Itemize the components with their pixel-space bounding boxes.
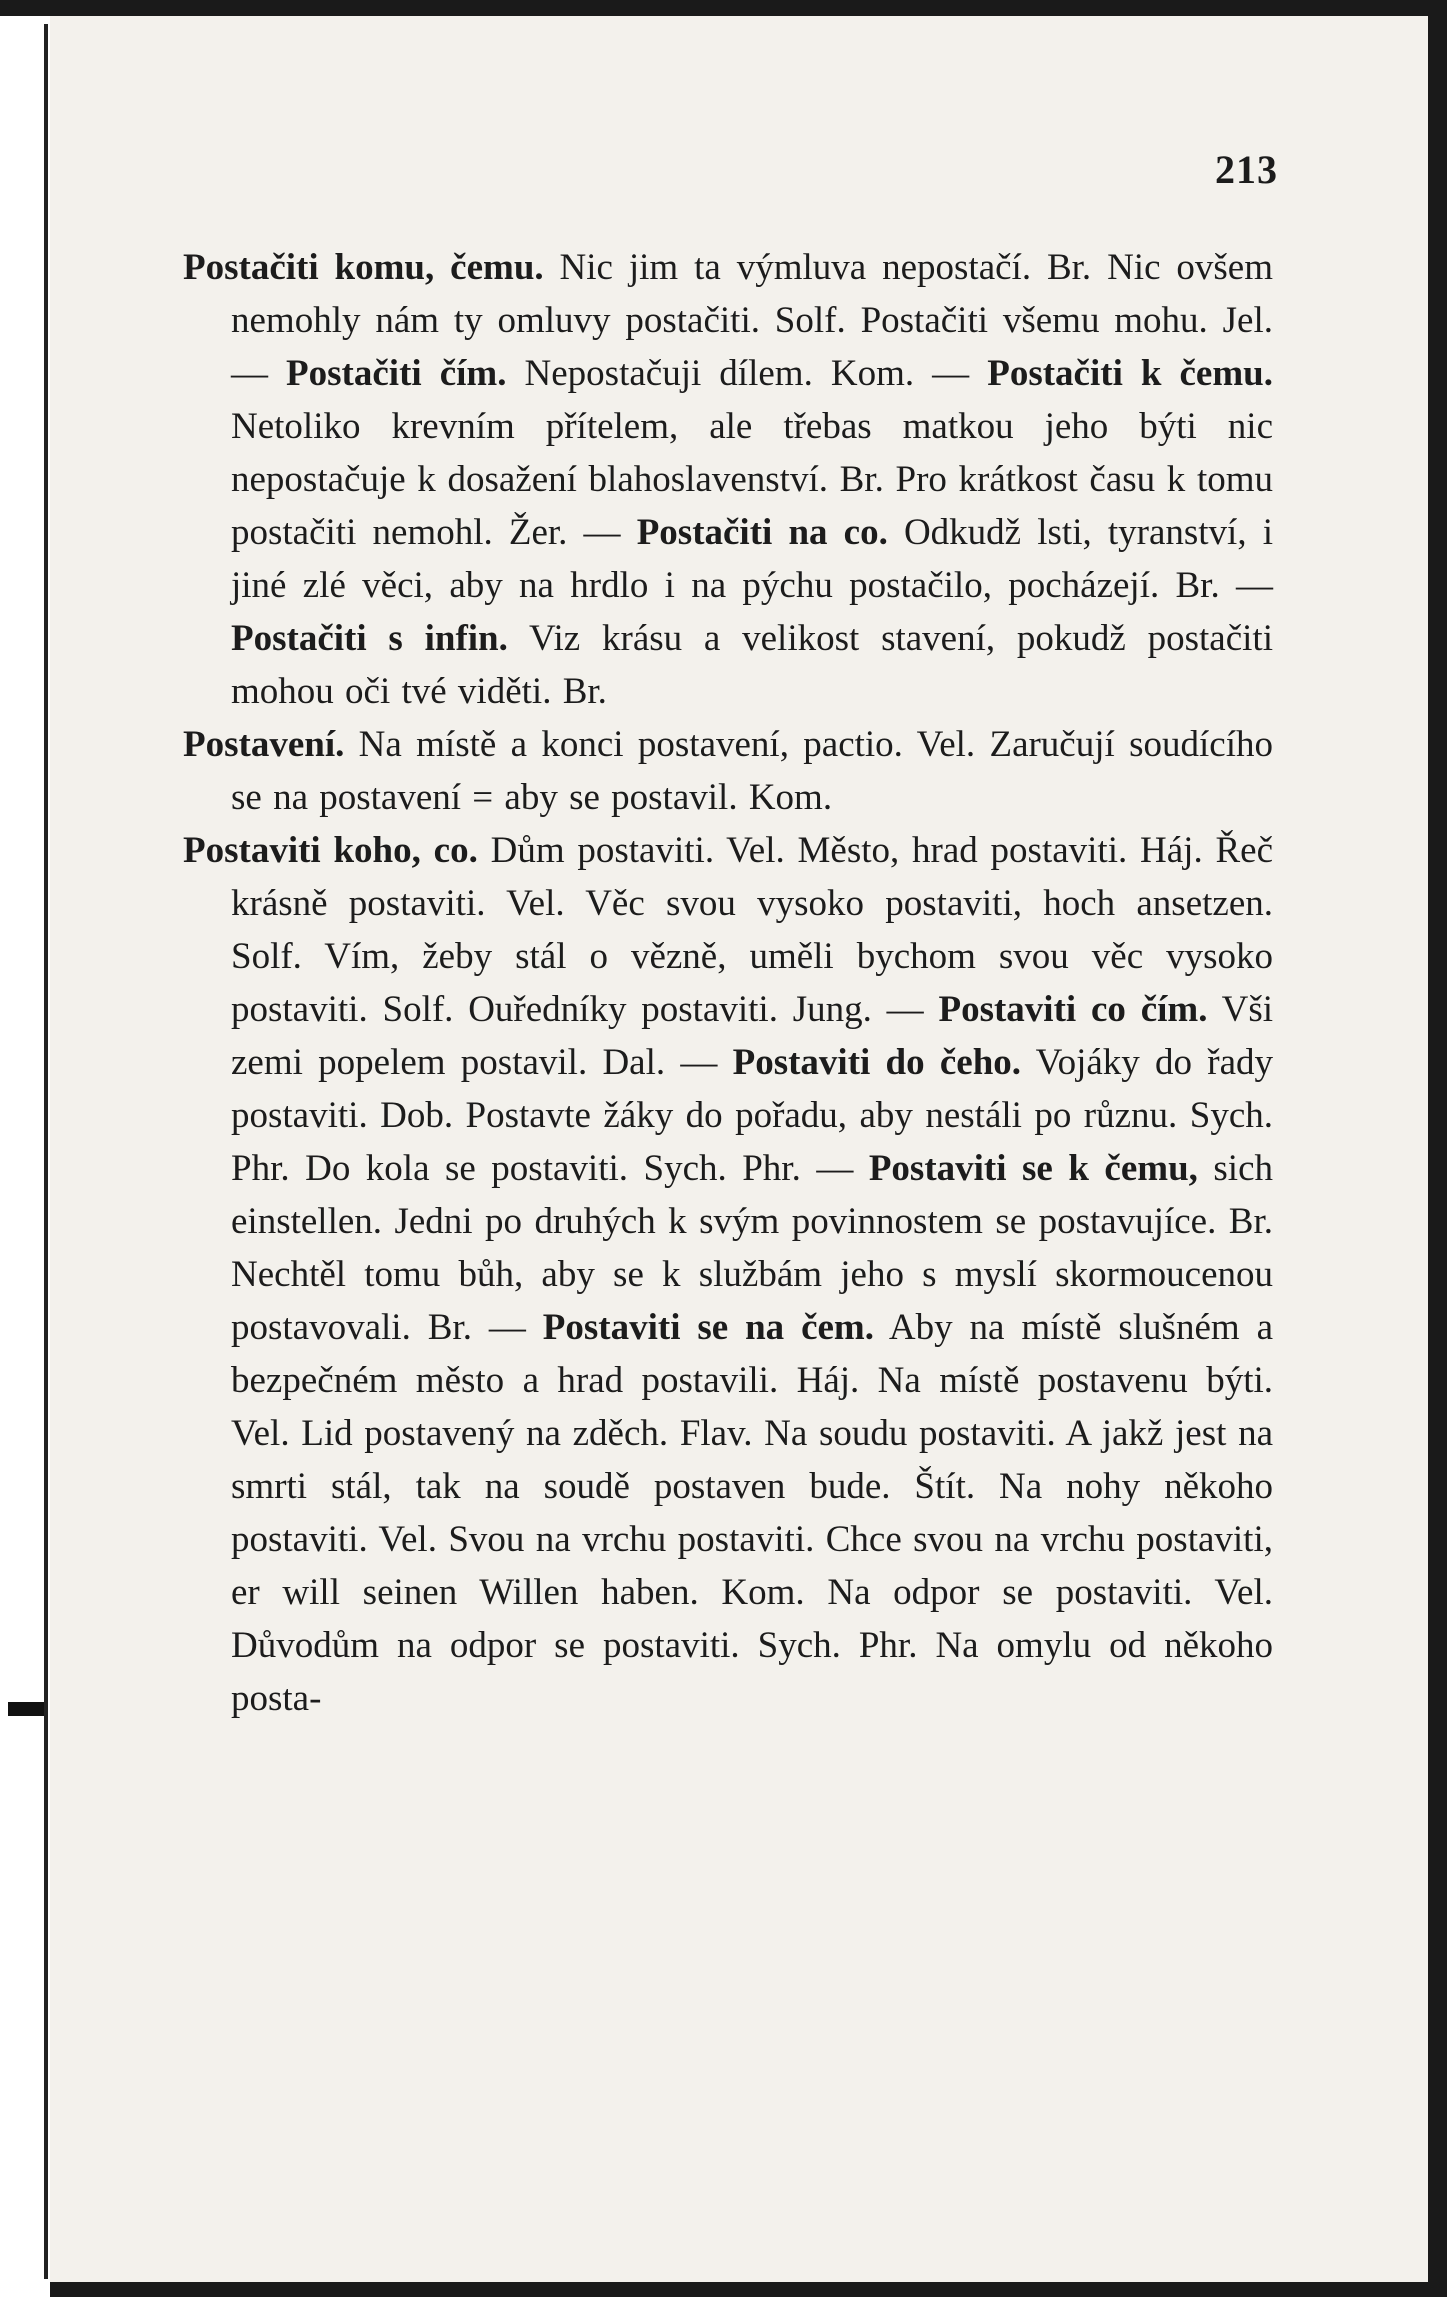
- entry-segment: Postačiti čím.: [286, 353, 507, 394]
- entry-segment: Nic jim ta výmluva nepostačí. Br. Nic ovšem nemohly nám ty omluvy postačiti. Solf. Postačiti všemu mohu. Jel. —: [231, 247, 1273, 394]
- entry-segment: Netoliko krevním přítelem, ale třebas matkou jeho býti nic nepostačuje k dosažení blahoslavenství. Br. Pro krátkost času k tomu postačiti nemohl. Žer. —: [231, 406, 1273, 553]
- dictionary-text: [183, 241, 1273, 1725]
- entry-segment: Postačiti k čemu.: [987, 353, 1274, 394]
- entry-segment: Vši zemi popelem postavil. Dal. —: [231, 989, 1274, 1083]
- page-number: 213: [1215, 147, 1278, 192]
- entry-segment: Postačiti na co.: [636, 512, 888, 553]
- book-page: [50, 16, 1428, 2282]
- scan-edge-mark: [8, 1702, 44, 1716]
- entry-postaveni: [183, 718, 1273, 824]
- entry-segment: Odkudž lsti, tyranství, i jiné zlé věci, aby na hrdlo i na pýchu postačilo, pocházejí. Br. —: [231, 512, 1273, 606]
- scan-edge-rule: [44, 24, 48, 2279]
- entry-postaciti: [183, 241, 1273, 718]
- entry-segment: Aby na místě slušném a bezpečném město a hrad postavili. Háj. Na místě postavenu býti. Vel. Lid postavený na zděch. Flav. Na soudu postaviti. A jakž jest na smrti stál, tak na soudě postaven bude. Štít. Na nohy někoho postaviti. Vel. Svou na vrchu postaviti. Chce svou na vrchu postaviti, er will seinen Willen haben. Kom. Na odpor se postaviti. Vel. Důvodům na odpor se postaviti. Sych. Phr. Na omylu od někoho posta-: [231, 1307, 1273, 1719]
- entry-segment: Viz krásu a velikost stavení, pokudž postačiti mohou oči tvé viděti. Br.: [231, 618, 1273, 712]
- entry-segment: Dům postaviti. Vel. Město, hrad postaviti. Háj. Řeč krásně postaviti. Vel. Věc svou vysoko postaviti, hoch ansetzen. Solf. Vím, žeby stál o vězně, uměli bychom svou věc vysoko postaviti. Solf. Ouředníky postaviti. Jung. —: [231, 830, 1273, 1030]
- entry-segment: Vojáky do řady postaviti. Dob. Postavte žáky do pořadu, aby nestáli po různu. Sych. Phr. Do kola se postaviti. Sych. Phr. —: [231, 1042, 1273, 1189]
- entry-segment: Postaviti se na čem.: [542, 1307, 874, 1348]
- entry-segment: Postavení.: [183, 724, 345, 765]
- entry-segment: Postaviti koho, co.: [183, 830, 478, 871]
- entry-segment: Postaviti se k čemu,: [868, 1148, 1198, 1189]
- entry-segment: Postaviti co čím.: [938, 989, 1208, 1030]
- entry-postaviti: [183, 824, 1273, 1725]
- scan-left-margin: [0, 16, 50, 2297]
- entry-segment: Nepostačuji dílem. Kom. —: [506, 353, 988, 394]
- entry-segment: Postaviti do čeho.: [732, 1042, 1022, 1083]
- entry-segment: Na místě a konci postavení, pactio. Vel. Zaručují soudícího se na postavení = aby se postavil. Kom.: [231, 724, 1273, 818]
- entry-segment: Postačiti komu, čemu.: [183, 247, 544, 288]
- entry-segment: Postačiti s infin.: [231, 618, 508, 659]
- entry-segment: sich einstellen. Jedni po druhých k svým povinnostem se postavujíce. Br. Nechtěl tomu bůh, aby se k službám jeho s myslí skormoucenou postavovali. Br. —: [231, 1148, 1273, 1348]
